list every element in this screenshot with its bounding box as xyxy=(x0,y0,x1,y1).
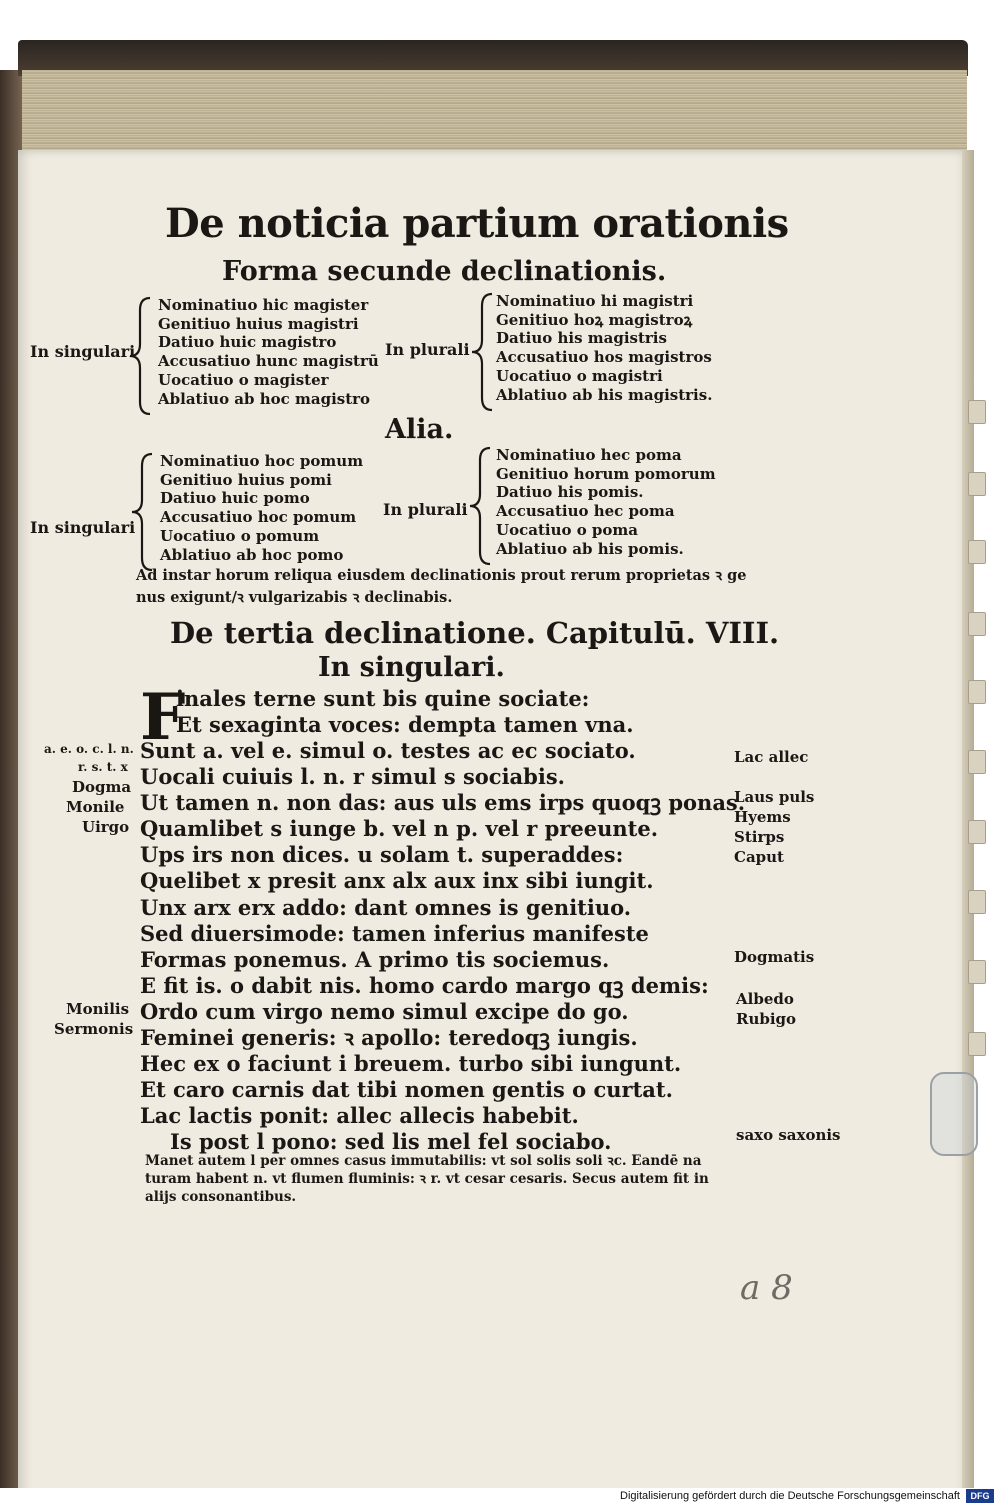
verse-line: E fit is. o dabit nis. homo cardo margo qꝫ demis: xyxy=(140,973,709,998)
index-tab xyxy=(968,540,986,564)
index-tab xyxy=(968,680,986,704)
paragraph-line: Ad instar horum reliqua eiusdem declinationis prout rerum proprietas ꝛ ge xyxy=(136,567,747,584)
verse-line: Is post l pono: sed lis mel fel sociabo. xyxy=(170,1129,612,1154)
margin-note: r. s. t. x xyxy=(78,760,128,774)
section-heading-second-declension: Forma secunde declinationis. xyxy=(222,256,667,287)
label-singular: In singulari xyxy=(30,342,136,361)
margin-note: a. e. o. c. l. n. xyxy=(44,742,134,756)
margin-note: Uirgo xyxy=(82,818,130,836)
verse-line: Unx arx erx addo: dant omnes is genitiuo. xyxy=(140,895,632,920)
index-tab xyxy=(968,820,986,844)
brace-singular xyxy=(128,296,154,416)
margin-note: Dogmatis xyxy=(734,948,815,966)
instar-paragraph xyxy=(136,565,746,609)
paragraph-line: alijs consonantibus. xyxy=(145,1189,297,1205)
form-line: Ablatiuo ab his pomis. xyxy=(496,539,684,558)
margin-note: Dogma xyxy=(72,778,132,796)
margin-note: Stirps xyxy=(734,828,785,846)
form-line: Accusatiuo hunc magistrū xyxy=(158,352,379,371)
index-tab xyxy=(968,960,986,984)
handwritten-folio-note: a 8 xyxy=(740,1268,793,1308)
verse-line: Sunt a. vel e. simul o. testes ac ec sociato. xyxy=(140,738,636,763)
index-tab xyxy=(968,612,986,636)
verse-line: Uocali cuiuis l. n. r simul s sociabis. xyxy=(140,764,565,789)
alia-heading: Alia. xyxy=(385,414,454,445)
verse-line: Et sexaginta voces: dempta tamen vna. xyxy=(176,712,634,737)
singular-forms xyxy=(158,296,379,408)
index-tab xyxy=(968,400,986,424)
form-line: Nominatiuo hic magister xyxy=(158,296,369,314)
form-line: Genitiuo horum pomorum xyxy=(496,464,716,483)
margin-note: Rubigo xyxy=(736,1010,797,1028)
paragraph-line: turam habent n. vt flumen fluminis: ꝛ r. vt cesar cesaris. Secus autem fit in xyxy=(145,1171,709,1187)
margin-note: Monile xyxy=(66,798,125,816)
form-line: Accusatiuo hos magistros xyxy=(496,348,712,367)
verse-line: Lac lactis ponit: allec allecis habebit. xyxy=(140,1103,579,1128)
brace-plural xyxy=(468,446,494,566)
form-line: Genitiuo hoꝝ magistroꝝ xyxy=(496,310,693,329)
form-line: Datiuo his magistris xyxy=(496,329,667,348)
verse-line: inales terne sunt bis quine sociate: xyxy=(176,686,590,711)
index-tab xyxy=(968,890,986,914)
verse-line: Ordo cum virgo nemo simul excipe do go. xyxy=(140,999,629,1024)
label-singular: In singulari xyxy=(30,518,136,537)
margin-note: Caput xyxy=(734,848,784,866)
index-tab xyxy=(968,472,986,496)
margin-note: Monilis xyxy=(66,1000,130,1018)
form-line: Nominatiuo hec poma xyxy=(496,446,682,464)
plural-forms xyxy=(496,446,716,558)
chapter-heading: De tertia declinatione. Capitulū. VIII. xyxy=(170,616,780,650)
verse-line: Sed diuersimode: tamen inferius manifeste xyxy=(140,921,649,946)
page-clip xyxy=(930,1072,978,1156)
form-line: Uocatiuo o magister xyxy=(158,370,329,389)
form-line: Ablatiuo ab his magistris. xyxy=(496,385,713,404)
drop-cap: F xyxy=(140,680,186,755)
closing-paragraph xyxy=(145,1152,709,1206)
subheading-singular: In singulari. xyxy=(318,652,505,683)
form-line: Genitiuo huius pomi xyxy=(160,470,332,489)
verse-line: Hec ex o faciunt i breuem. turbo sibi iungunt. xyxy=(140,1051,682,1076)
verse-line: Formas ponemus. A primo tis sociemus. xyxy=(140,947,610,972)
verse-line: Ut tamen n. non das: aus uls ems irps quoqꝫ ponas. xyxy=(140,790,746,815)
margin-note: Laus puls xyxy=(734,788,815,806)
verse-line: Et caro carnis dat tibi nomen gentis o curtat. xyxy=(140,1077,673,1102)
verse-line: Quelibet x presit anx alx aux inx sibi iungit. xyxy=(140,868,654,893)
label-plural: In plurali xyxy=(385,340,470,359)
plural-forms xyxy=(496,292,712,404)
page-stack xyxy=(22,70,967,158)
form-line: Uocatiuo o poma xyxy=(496,520,639,539)
paragraph-line: Manet autem l per omnes casus immutabilis: vt sol solis soli ꝛc. Eandē na xyxy=(145,1153,702,1169)
margin-note: Albedo xyxy=(736,990,794,1008)
form-line: Accusatiuo hec poma xyxy=(496,502,675,521)
dfg-logo: DFG xyxy=(966,1489,994,1503)
form-line: Accusatiuo hoc pomum xyxy=(160,508,357,527)
form-line: Datiuo huic magistro xyxy=(158,333,337,352)
margin-note: Sermonis xyxy=(54,1020,134,1038)
footer-credit: Digitalisierung gefördert durch die Deutsche Forschungsgemeinschaft xyxy=(620,1490,960,1502)
verse-line: Feminei generis: ꝛ apollo: teredoqꝫ iungis. xyxy=(140,1025,638,1050)
form-line: Datiuo huic pomo xyxy=(160,489,310,508)
form-line: Nominatiuo hoc pomum xyxy=(160,452,364,470)
paragraph-line: nus exigunt/ꝛ vulgarizabis ꝛ declinabis. xyxy=(136,589,453,606)
margin-note: saxo saxonis xyxy=(736,1126,841,1144)
index-tab xyxy=(968,750,986,774)
margin-note: Hyems xyxy=(734,808,791,826)
form-line: Ablatiuo ab hoc pomo xyxy=(160,545,344,564)
singular-forms xyxy=(160,452,363,564)
form-line: Nominatiuo hi magistri xyxy=(496,292,694,310)
verse-line: Ups irs non dices. u solam t. superaddes: xyxy=(140,842,624,867)
brace-plural xyxy=(470,292,496,412)
page-title: De noticia partium orationis xyxy=(165,200,789,247)
form-line: Uocatiuo o magistri xyxy=(496,366,663,385)
margin-note: Lac allec xyxy=(734,748,809,766)
form-line: Uocatiuo o pomum xyxy=(160,526,320,545)
index-tab xyxy=(968,1032,986,1056)
form-line: Genitiuo huius magistri xyxy=(158,314,359,333)
brace-singular xyxy=(130,452,156,572)
form-line: Datiuo his pomis. xyxy=(496,483,644,502)
label-plural: In plurali xyxy=(383,500,468,519)
form-line: Ablatiuo ab hoc magistro xyxy=(158,389,371,408)
verse-line: Quamlibet s iunge b. vel n p. vel r preeunte. xyxy=(140,816,659,841)
